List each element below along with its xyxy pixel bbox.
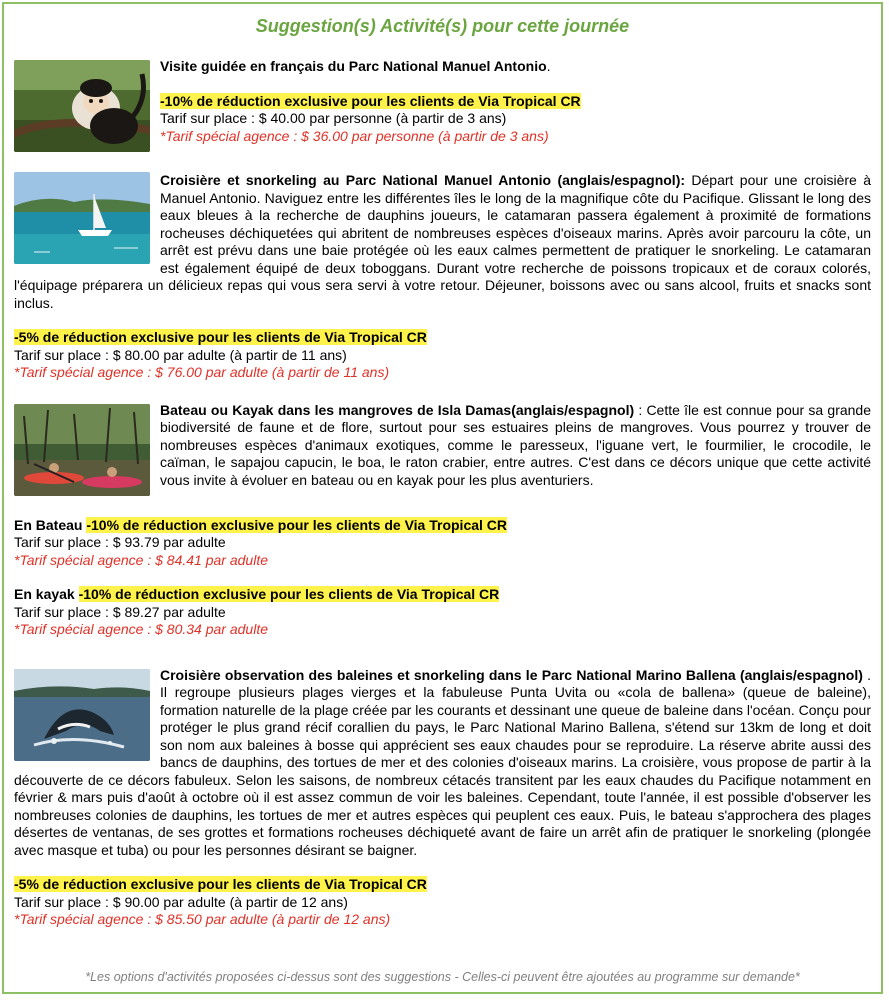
offer-mode: En Bateau [14, 516, 83, 533]
activity-list [14, 58, 871, 949]
catamaran-photo-icon [14, 172, 150, 264]
discount-badge: -5% de réduction exclusive pour les clients de Via Tropical CR [14, 329, 427, 345]
activity-item [14, 402, 871, 639]
agency-price: *Tarif spécial agence : $ 85.50 par adulte (à partir de 12 ans) [14, 911, 391, 927]
activity-title: Croisière observation des baleines et snorkeling dans le Parc National Marino Ballena (anglais/espagnol) [160, 666, 863, 683]
activity-item [14, 667, 871, 929]
discount-badge: -10% de réduction exclusive pour les clients de Via Tropical CR [86, 516, 508, 533]
activity-title: Croisière et snorkeling au Parc National Manuel Antonio (anglais/espagnol): [160, 172, 686, 188]
offer-block [14, 329, 871, 382]
footnote: *Les options d'activités proposées ci-dessus sont des suggestions - Celles-ci peuvent être ajoutées au programme sur demande* [85, 970, 800, 984]
onsite-price: Tarif sur place : $ 80.00 par adulte (à partir de 11 ans) [14, 346, 347, 363]
activity-title: Visite guidée en français du Parc National Manuel Antonio [160, 58, 547, 74]
onsite-price: Tarif sur place : $ 90.00 par adulte (à partir de 12 ans) [14, 893, 348, 910]
agency-price: *Tarif spécial agence : $ 36.00 par personne (à partir de 3 ans) [160, 127, 549, 144]
activity-title: Bateau ou Kayak dans les mangroves de Isla Damas(anglais/espagnol) [160, 401, 635, 418]
activity-suggestions-panel [2, 2, 883, 994]
activity-item [14, 172, 871, 382]
title-suffix: . [546, 58, 551, 74]
description-text: . Il regroupe plusieurs plages vierges et la fabuleuse Punta Uvita ou «cola de ballena» (queue de baleine), formation naturelle de la plage créée par les courants et dessinant une queue de baleine dans l'océan. Conçu pour protéger le plus grand récif corallien du pays, le Parc National Marino Ballena, s'étend sur 13km de long et doit son nom aux baleines à bosse qui apprécient ses eaux chaudes pour se reproduire. La réserve abrite aussi des bancs de dauphins, des tortues de mer et des colonies d'oiseaux marins. La croisière, vous propose de partir à la découverte de ce décors fabuleux. Selon les saisons, de nombreux cétacés transitent par les eaux chaudes du Pacifique notamment en février & mars puis d'août à octobre où il est assez commun de voir les baleines. Cependant, toute l'année, il est possible d'observer les nombreuses colonies de dauphins, les tortues de mer et autres espèces qui peuplent ces eaux. Puis, le bateau s'approchera des plages désertes de ventanas, de ses grottes et formations rocheuses déchiqueté avant de faire un arrêt afin de pratiquer le snorkeling (plongée avec masque et tuba) ou pour les personnes désirant se baigner. [14, 666, 872, 858]
discount-badge: -10% de réduction exclusive pour les clients de Via Tropical CR [78, 586, 500, 602]
description-text: : Cette île est connue pour sa grande biodiversité de faune et de flore, surtout pour ses estuaires pleins de mangroves. Vous pourrez y trouver de nombreuses espèces d'animaux exotiques, comme le paresseux, l'iguane vert, le fourmilier, le crocodile, le caïman, le sapajou capucin, le boa, le raton crabier, entre autres. C'est dans ce décors unique que cette activité vous invite à évoluer en bateau ou en kayak pour les plus aventuriers. [160, 401, 871, 488]
description-text: Départ pour une croisière à Manuel Antonio. Naviguez entre les différentes îles le long de la magnifique côte du Pacifique. Glissant le long des eaux bleues à la recherche de dauphins joueurs, le catamaran passera également à proximité de formations rocheuses déchiquetées qui abritent de nombreuses espèces d'oiseaux marins. Après avoir parcouru la côte, un arrêt est prévu dans une baie protégée où les eaux calmes permettent de pratiquer le snorkeling. Le catamaran est également équipé de deux toboggans. Durant votre recherche de poissons tropicaux et de coraux colorés, l'équipage préparera un délicieux repas qui vous sera servi à votre retour. Déjeuner, boissons avec ou sans alcool, fruits et snacks sont inclus. [14, 172, 871, 311]
onsite-price: Tarif sur place : $ 89.27 par adulte [14, 603, 226, 620]
discount-badge: -10% de réduction exclusive pour les clients de Via Tropical CR [160, 92, 581, 109]
agency-price: *Tarif spécial agence : $ 80.34 par adulte [14, 621, 268, 637]
discount-badge: -5% de réduction exclusive pour les clients de Via Tropical CR [14, 876, 427, 892]
monkey-photo-icon [14, 60, 150, 152]
offer-mode: En kayak [14, 586, 75, 602]
onsite-price: Tarif sur place : $ 40.00 par personne (à partir de 3 ans) [160, 110, 507, 126]
section-heading: Suggestion(s) Activité(s) pour cette journée [255, 16, 630, 36]
agency-price: *Tarif spécial agence : $ 84.41 par adulte [14, 551, 268, 568]
onsite-price: Tarif sur place : $ 93.79 par adulte [14, 534, 226, 550]
activity-item [14, 58, 871, 156]
kayak-photo-icon [14, 404, 150, 496]
offer-block [14, 586, 871, 639]
offer-block [14, 517, 871, 570]
whale-photo-icon [14, 669, 150, 761]
agency-price: *Tarif spécial agence : $ 76.00 par adulte (à partir de 11 ans) [14, 364, 390, 380]
offer-block [14, 876, 871, 929]
